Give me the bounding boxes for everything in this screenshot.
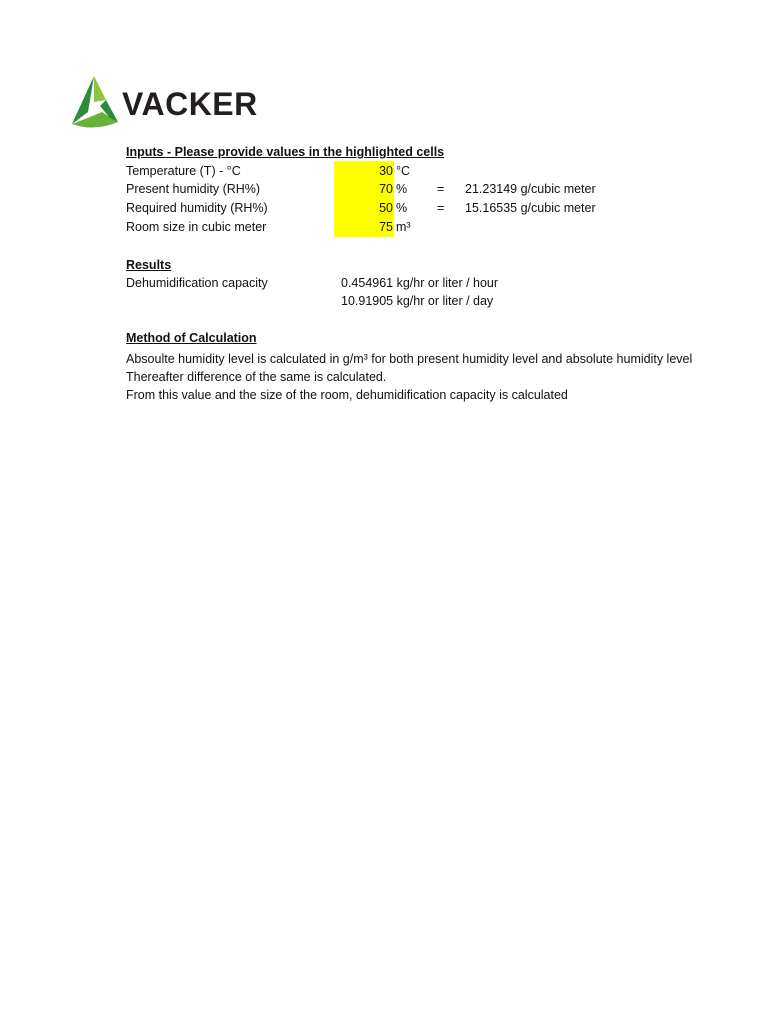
input-value-room-size[interactable]: 75 [379, 220, 393, 234]
input-unit-present-humidity: % [396, 182, 408, 196]
required-absolute-humidity: 15.16535 g/cubic meter [465, 201, 596, 215]
results-label: Dehumidification capacity [126, 276, 268, 290]
brand-name: VACKER [122, 86, 258, 122]
input-value-temperature[interactable]: 30 [379, 164, 393, 178]
input-label-room-size: Room size in cubic meter [126, 220, 267, 234]
method-text-line-1: Absoulte humidity level is calculated in g/m³ for both present humidity level and absolute humidity level [126, 352, 693, 366]
result-per-day: 10.91905 kg/hr or liter / day [341, 294, 494, 308]
method-text-line-3: From this value and the size of the room, dehumidification capacity is calculated [126, 388, 568, 402]
inputs-heading: Inputs - Please provide values in the highlighted cells [126, 145, 445, 159]
method-text-line-2: Thereafter difference of the same is calculated. [126, 370, 387, 384]
input-value-present-humidity[interactable]: 70 [379, 182, 393, 196]
input-unit-room-size: m³ [396, 220, 411, 234]
input-label-required-humidity: Required humidity (RH%) [126, 201, 268, 215]
input-label-temperature: Temperature (T) - °C [126, 164, 241, 178]
leaf-triangle-icon [64, 72, 124, 134]
method-heading: Method of Calculation [126, 331, 257, 345]
input-unit-temperature: °C [396, 164, 411, 178]
equals-sign: = [437, 182, 445, 196]
equals-sign: = [437, 201, 445, 215]
vacker-logo [64, 72, 258, 134]
input-unit-required-humidity: % [396, 201, 408, 215]
input-label-present-humidity: Present humidity (RH%) [126, 182, 261, 196]
input-value-required-humidity[interactable]: 50 [379, 201, 393, 215]
present-absolute-humidity: 21.23149 g/cubic meter [465, 182, 596, 196]
results-heading: Results [126, 258, 172, 272]
result-per-hour: 0.454961 kg/hr or liter / hour [341, 276, 499, 290]
